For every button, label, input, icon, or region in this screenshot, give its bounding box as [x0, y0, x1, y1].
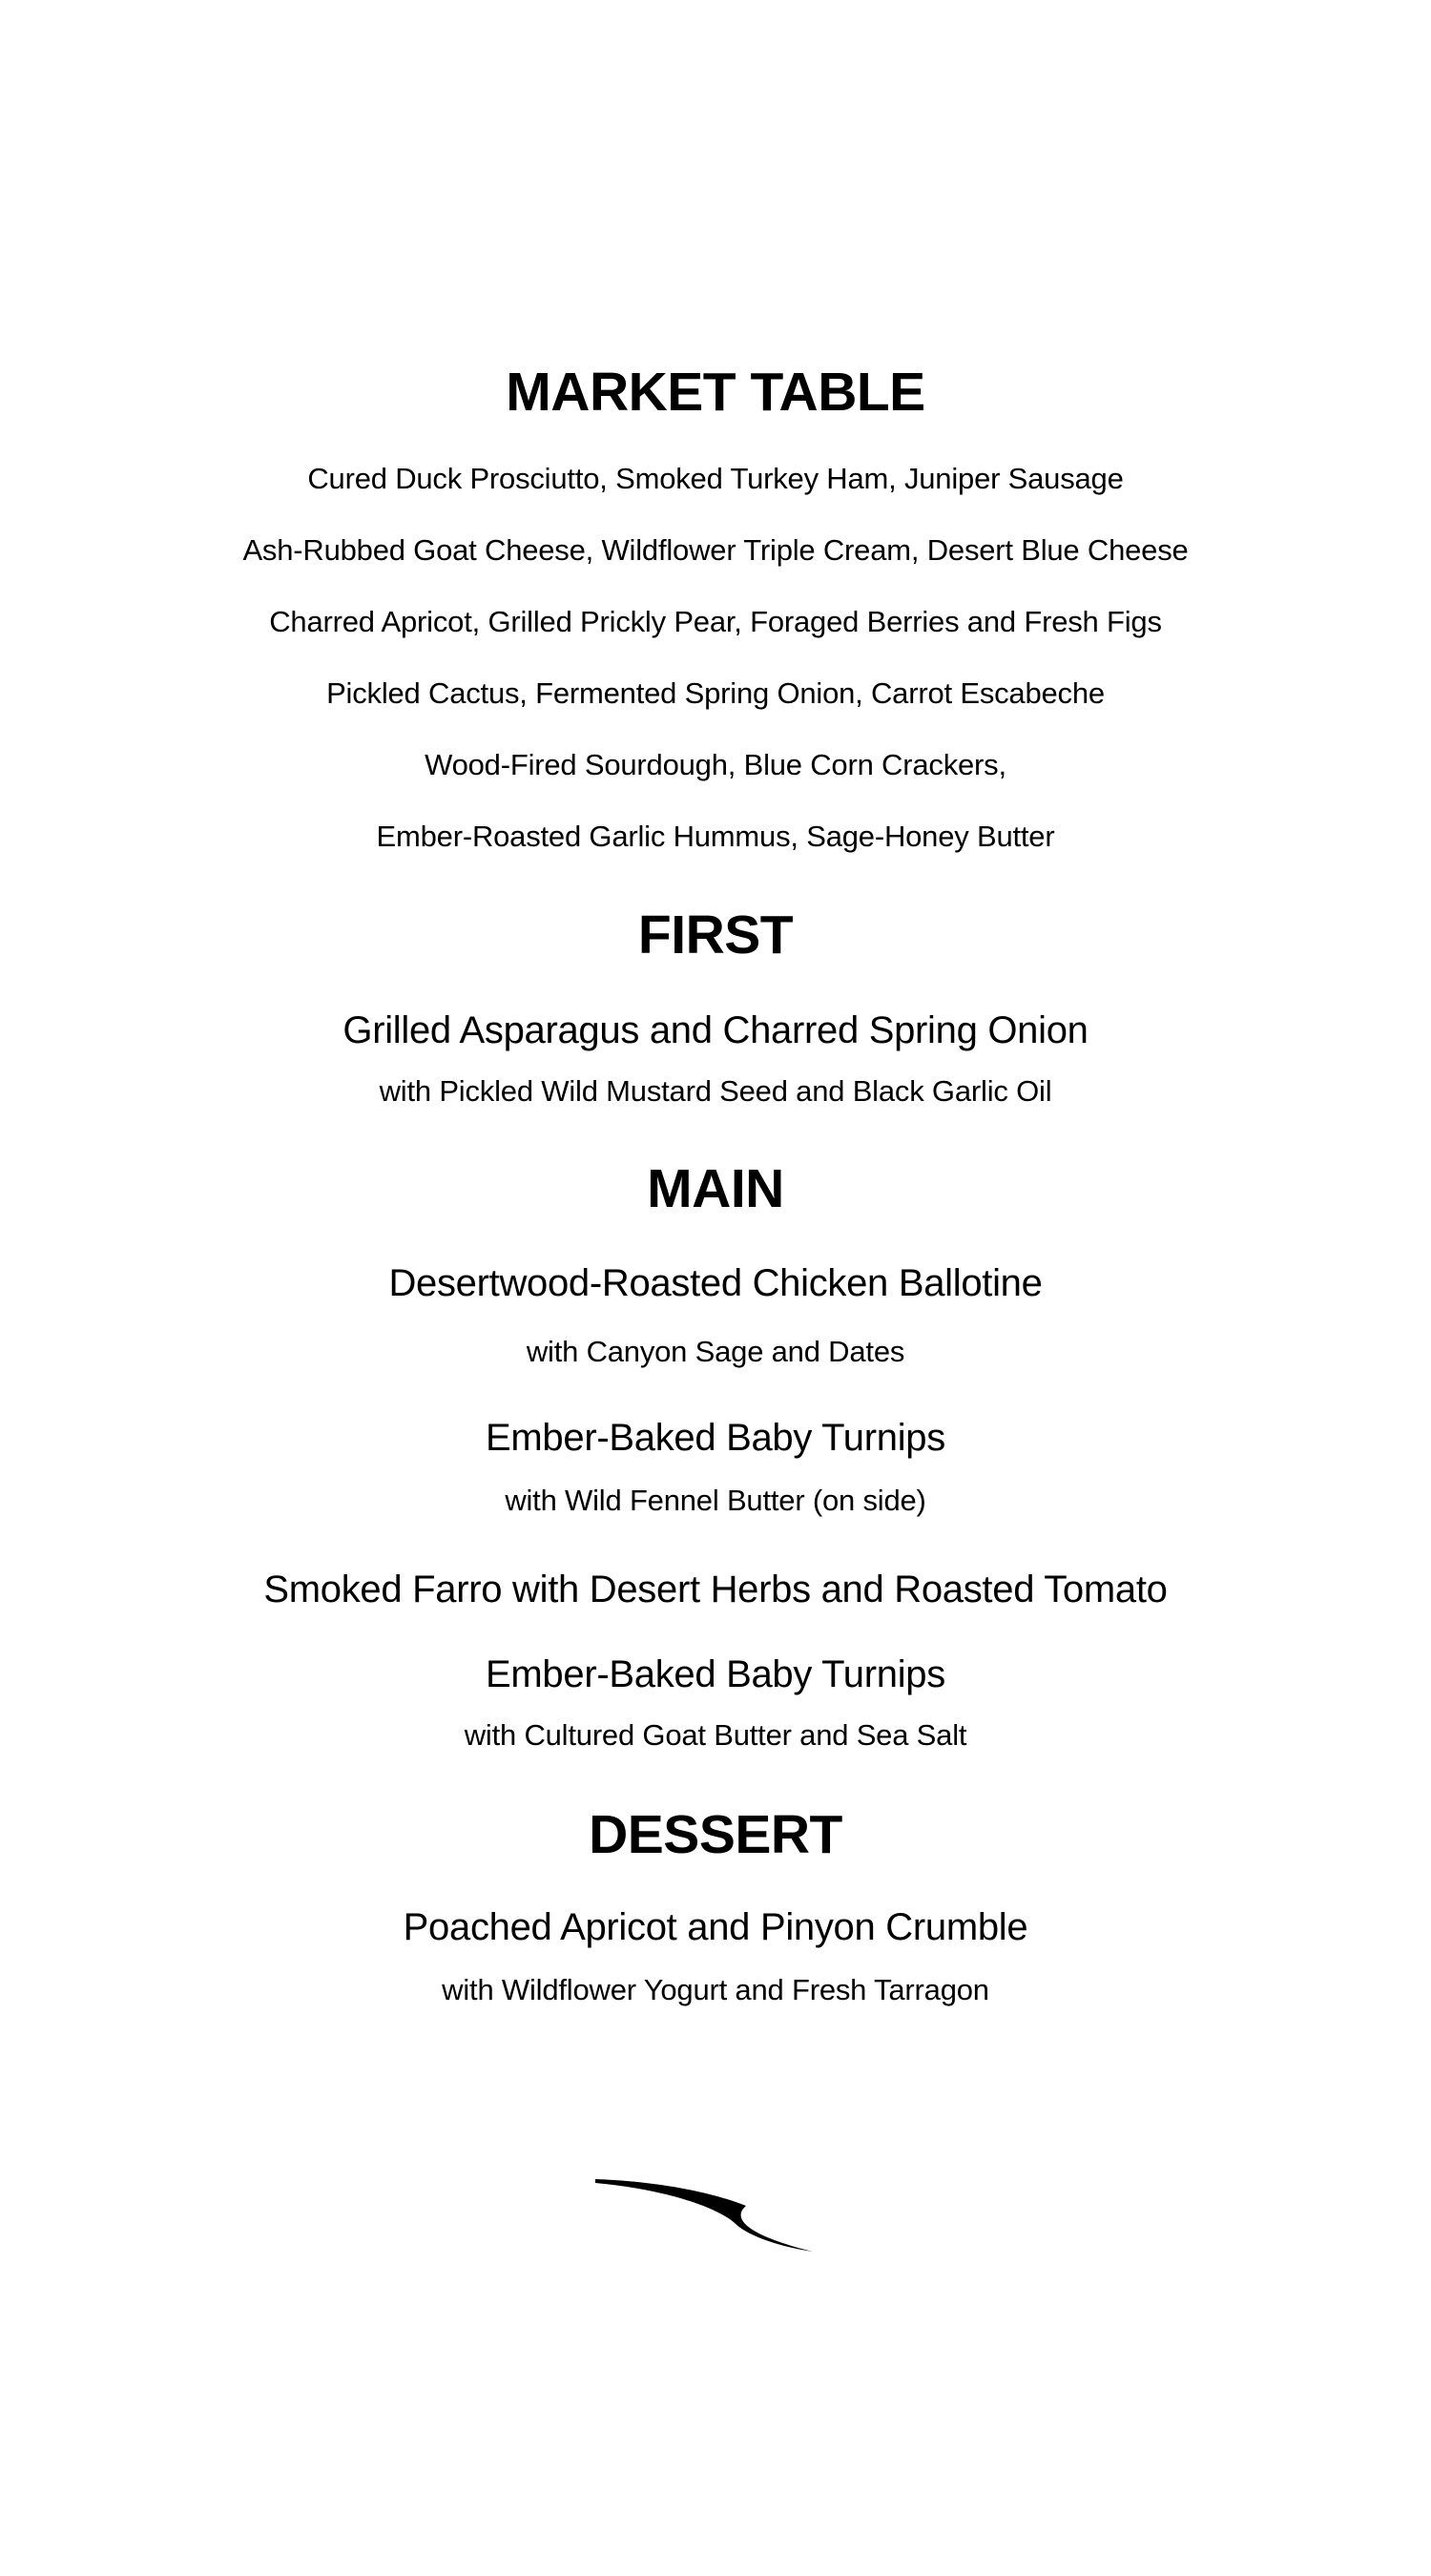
main-dish-name: Desertwood-Roasted Chicken Ballotine	[388, 1262, 1043, 1304]
main-dish-description: with Cultured Goat Butter and Sea Salt	[464, 1718, 967, 1752]
market-table-heading: MARKET TABLE	[506, 362, 925, 423]
first-dish-description: with Pickled Wild Mustard Seed and Black Garlic Oil	[379, 1074, 1052, 1108]
market-table-item: Wood-Fired Sourdough, Blue Corn Crackers,	[425, 748, 1006, 781]
first-dish-name: Grilled Asparagus and Charred Spring Onion	[342, 1009, 1089, 1051]
main-dish-description: with Wild Fennel Butter (on side)	[505, 1484, 926, 1517]
market-table-item: Cured Duck Prosciutto, Smoked Turkey Ham, Juniper Sausage	[307, 462, 1124, 495]
swoosh-logo-shape	[595, 2179, 813, 2252]
main-dish-description: with Canyon Sage and Dates	[526, 1335, 905, 1368]
main-dish-name: Ember-Baked Baby Turnips	[486, 1653, 945, 1695]
market-table-item: Charred Apricot, Grilled Prickly Pear, Foraged Berries and Fresh Figs	[269, 605, 1162, 638]
first-heading: FIRST	[637, 904, 794, 966]
swoosh-logo-icon	[593, 2177, 815, 2254]
market-table-item: Pickled Cactus, Fermented Spring Onion, Carrot Escabeche	[326, 676, 1105, 710]
main-heading: MAIN	[647, 1158, 784, 1219]
market-table-item: Ash-Rubbed Goat Cheese, Wildflower Triple Cream, Desert Blue Cheese	[242, 533, 1189, 567]
dessert-dish-name: Poached Apricot and Pinyon Crumble	[403, 1906, 1028, 1948]
main-dish-name: Smoked Farro with Desert Herbs and Roasted Tomato	[263, 1568, 1168, 1610]
dessert-heading: DESSERT	[589, 1804, 842, 1865]
main-dish-name: Ember-Baked Baby Turnips	[486, 1417, 945, 1459]
market-table-item: Ember-Roasted Garlic Hummus, Sage-Honey Butter	[376, 820, 1055, 853]
dessert-dish-description: with Wildflower Yogurt and Fresh Tarragon	[442, 1973, 989, 2006]
